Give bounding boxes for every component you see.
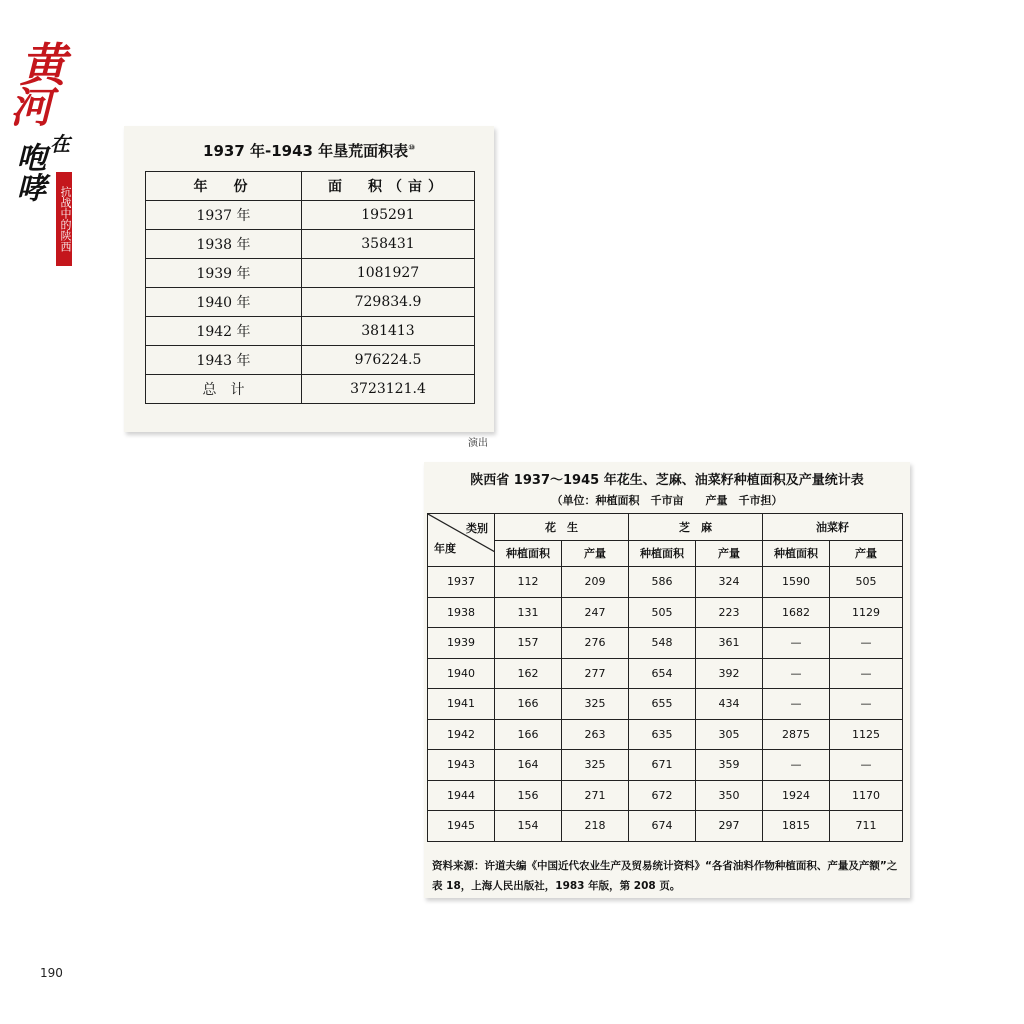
cell-year: 1942 年 xyxy=(146,317,302,346)
cell-peanut-area: 166 xyxy=(495,689,562,720)
cell-sesame-output: 392 xyxy=(696,658,763,689)
table-row xyxy=(146,230,475,259)
cell-year: 1945 xyxy=(428,811,495,842)
cell-peanut-area: 112 xyxy=(495,567,562,598)
table-row xyxy=(146,288,475,317)
cell-peanut-area: 156 xyxy=(495,780,562,811)
cell-sesame-area: 548 xyxy=(629,628,696,659)
cell-peanut-output: 209 xyxy=(562,567,629,598)
cell-rapeseed-area: — xyxy=(763,750,830,781)
page-number: 190 xyxy=(40,966,63,980)
table-group-header-row xyxy=(428,514,903,541)
header-year: 年 份 xyxy=(146,172,302,201)
subheader-area: 种植面积 xyxy=(763,540,830,567)
logo-char-paoxiao: 咆哮 xyxy=(10,142,46,202)
header-area: 面 积（亩） xyxy=(302,172,475,201)
cell-sesame-output: 359 xyxy=(696,750,763,781)
cell-rapeseed-area: 1924 xyxy=(763,780,830,811)
cell-year: 1941 xyxy=(428,689,495,720)
group-peanut: 花 生 xyxy=(495,514,629,541)
table-row xyxy=(146,201,475,230)
corner-label-category: 类别 xyxy=(466,522,488,535)
cell-peanut-area: 154 xyxy=(495,811,562,842)
cell-area: 976224.5 xyxy=(302,346,475,375)
cell-sesame-area: 505 xyxy=(629,597,696,628)
source-note: 资料来源：许道夫编《中国近代农业生产及贸易统计资料》“各省油料作物种植面积、产量及产额”之表 18，上海人民出版社，1983 年版，第 208 页。 xyxy=(432,860,898,892)
logo-char-huang: 黄 xyxy=(20,38,66,92)
corner-header xyxy=(428,514,495,567)
subheader-area: 种植面积 xyxy=(495,540,562,567)
cell-rapeseed-output: — xyxy=(830,658,903,689)
cell-sesame-area: 671 xyxy=(629,750,696,781)
oilseed-table-body xyxy=(428,567,903,842)
group-sesame: 芝 麻 xyxy=(629,514,763,541)
table-row xyxy=(428,719,903,750)
oilseed-table-title: 陕西省 1937～1945 年花生、芝麻、油菜籽种植面积及产量统计表 xyxy=(470,473,864,488)
cell-peanut-output: 276 xyxy=(562,628,629,659)
cell-rapeseed-output: — xyxy=(830,628,903,659)
table-row xyxy=(428,597,903,628)
cell-peanut-output: 271 xyxy=(562,780,629,811)
cell-sesame-area: 635 xyxy=(629,719,696,750)
cell-rapeseed-area: 2875 xyxy=(763,719,830,750)
cell-sesame-output: 324 xyxy=(696,567,763,598)
subheader-output: 产量 xyxy=(696,540,763,567)
cell-year: 1937 年 xyxy=(146,201,302,230)
cell-rapeseed-output: 1129 xyxy=(830,597,903,628)
oilseed-table-image xyxy=(424,462,910,898)
cell-sesame-area: 655 xyxy=(629,689,696,720)
subheader-output: 产量 xyxy=(562,540,629,567)
cell-rapeseed-area: 1815 xyxy=(763,811,830,842)
table-row xyxy=(428,567,903,598)
cell-sesame-area: 654 xyxy=(629,658,696,689)
cell-area: 729834.9 xyxy=(302,288,475,317)
cell-sesame-output: 305 xyxy=(696,719,763,750)
table-row xyxy=(146,259,475,288)
subheader-area: 种植面积 xyxy=(629,540,696,567)
corner-label-year: 年度 xyxy=(434,542,456,555)
table-total-row xyxy=(146,375,475,404)
cell-area: 358431 xyxy=(302,230,475,259)
logo-stamp: 抗战中的陕西 xyxy=(56,172,72,266)
cell-peanut-output: 263 xyxy=(562,719,629,750)
cell-rapeseed-area: — xyxy=(763,628,830,659)
table-row xyxy=(146,317,475,346)
cell-year: 1943 年 xyxy=(146,346,302,375)
table-subheader-row xyxy=(428,540,903,567)
cell-year: 1937 xyxy=(428,567,495,598)
cell-sesame-output: 297 xyxy=(696,811,763,842)
book-logo xyxy=(6,38,86,252)
cell-total-value: 3723121.4 xyxy=(302,375,475,404)
logo-char-he: 河 xyxy=(10,82,53,132)
cell-year: 1943 xyxy=(428,750,495,781)
cell-peanut-area: 157 xyxy=(495,628,562,659)
cell-rapeseed-output: 711 xyxy=(830,811,903,842)
cell-sesame-area: 674 xyxy=(629,811,696,842)
table-row xyxy=(428,628,903,659)
cell-area: 195291 xyxy=(302,201,475,230)
table-row xyxy=(428,780,903,811)
cell-year: 1938 xyxy=(428,597,495,628)
cell-peanut-area: 162 xyxy=(495,658,562,689)
cell-sesame-output: 434 xyxy=(696,689,763,720)
cell-rapeseed-area: — xyxy=(763,689,830,720)
table-row xyxy=(428,811,903,842)
subheader-output: 产量 xyxy=(830,540,903,567)
cell-rapeseed-output: — xyxy=(830,750,903,781)
cell-rapeseed-area: 1682 xyxy=(763,597,830,628)
cell-peanut-area: 131 xyxy=(495,597,562,628)
cell-peanut-output: 247 xyxy=(562,597,629,628)
cell-year: 1940 xyxy=(428,658,495,689)
reclamation-table xyxy=(145,171,475,404)
caption-text: 演出 xyxy=(468,438,488,449)
table-row xyxy=(428,658,903,689)
cell-sesame-output: 350 xyxy=(696,780,763,811)
cell-peanut-output: 325 xyxy=(562,689,629,720)
cell-rapeseed-area: — xyxy=(763,658,830,689)
cell-sesame-area: 672 xyxy=(629,780,696,811)
table-row xyxy=(428,750,903,781)
group-rapeseed: 油菜籽 xyxy=(763,514,903,541)
reclamation-table-title xyxy=(124,140,494,161)
oilseed-table-unit: （单位：种植面积 千市亩 产量 千市担） xyxy=(551,494,783,507)
cell-peanut-output: 325 xyxy=(562,750,629,781)
cell-peanut-area: 164 xyxy=(495,750,562,781)
oilseed-table xyxy=(427,513,903,842)
logo-char-zai: 在 xyxy=(50,132,70,156)
cell-peanut-output: 277 xyxy=(562,658,629,689)
cell-rapeseed-output: 1170 xyxy=(830,780,903,811)
cell-rapeseed-area: 1590 xyxy=(763,567,830,598)
footnote-mark: ⑩ xyxy=(408,143,415,152)
cell-area: 381413 xyxy=(302,317,475,346)
cell-total-label: 总 计 xyxy=(146,375,302,404)
table-header-row xyxy=(146,172,475,201)
cell-rapeseed-output: 1125 xyxy=(830,719,903,750)
cell-sesame-output: 223 xyxy=(696,597,763,628)
table-row xyxy=(146,346,475,375)
cell-rapeseed-output: 505 xyxy=(830,567,903,598)
cell-year: 1944 xyxy=(428,780,495,811)
cell-year: 1942 xyxy=(428,719,495,750)
cell-peanut-area: 166 xyxy=(495,719,562,750)
cell-year: 1939 xyxy=(428,628,495,659)
cell-year: 1939 年 xyxy=(146,259,302,288)
cell-rapeseed-output: — xyxy=(830,689,903,720)
logo-red-title xyxy=(10,38,66,132)
cell-sesame-output: 361 xyxy=(696,628,763,659)
cell-peanut-output: 218 xyxy=(562,811,629,842)
reclamation-table-image xyxy=(124,126,494,432)
table-row xyxy=(428,689,903,720)
title-text: 1937 年-1943 年垦荒面积表 xyxy=(203,142,409,160)
cell-year: 1940 年 xyxy=(146,288,302,317)
cell-sesame-area: 586 xyxy=(629,567,696,598)
cell-year: 1938 年 xyxy=(146,230,302,259)
cell-area: 1081927 xyxy=(302,259,475,288)
